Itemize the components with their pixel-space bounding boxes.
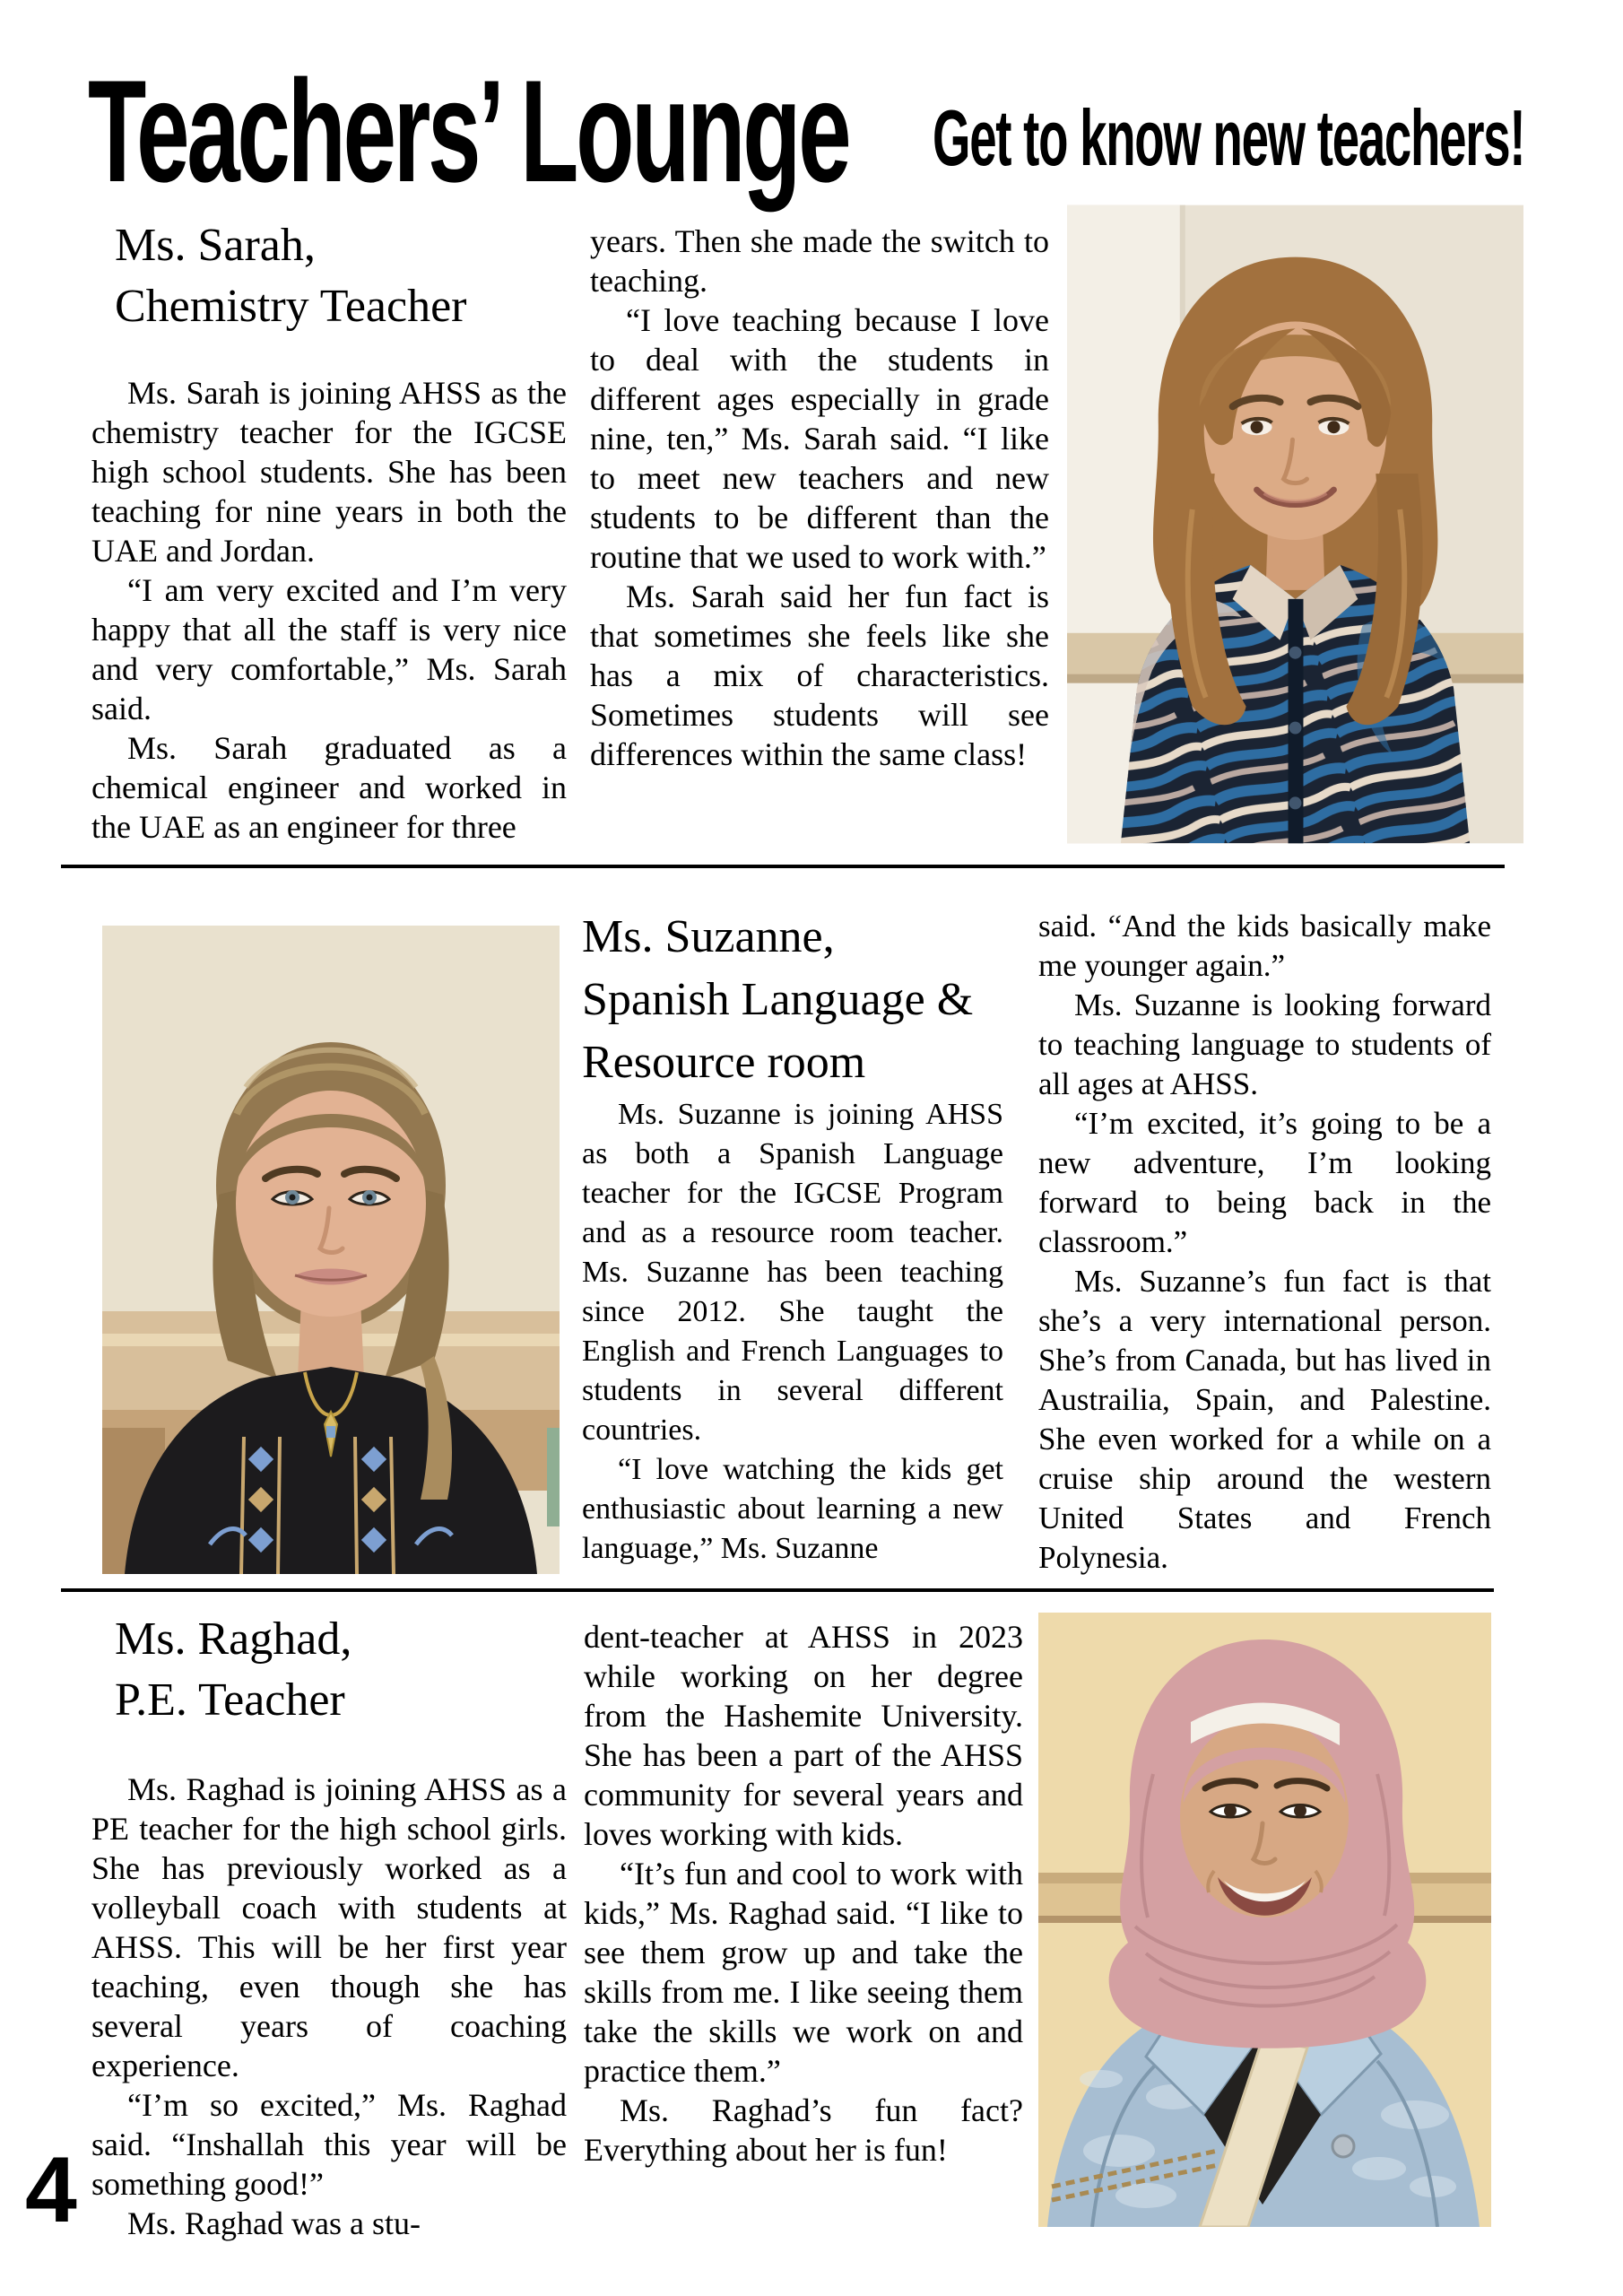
paragraph: Ms. Raghad is joining AHSS as a PE teacher for the high school girls. She has previously worked as a volleyball coach with students at AHSS. This will be her first year teaching, even though she has several years of coaching experience. (91, 1771, 567, 2083)
raghad-photo (1038, 1613, 1491, 2227)
article-sarah-heading (115, 215, 467, 337)
suzanne-photo-illustration (102, 926, 560, 1574)
paragraph: “I love teaching because I love to deal with the students in different ages especially in grade nine, ten,” Ms. Sarah said. “I like to meet new teachers and new students to be different than the routine that we used to work with.” (590, 302, 1049, 575)
section-divider (61, 1588, 1494, 1592)
paragraph: Ms. Raghad was a stu- (127, 2205, 421, 2241)
paragraph: Ms. Raghad’s fun fact? Everything about her is fun! (584, 2092, 1023, 2168)
page-number: 4 (25, 2138, 77, 2242)
article-raghad-column-1 (91, 1770, 567, 2243)
paragraph: years. Then she made the switch to teaching. (590, 223, 1049, 299)
sarah-photo-illustration (1067, 204, 1523, 844)
paragraph: “I am very excited and I’m very happy that all the staff is very nice and very comfortable,” Ms. Sarah said. (91, 572, 567, 726)
heading-line: Resource room (582, 1037, 866, 1088)
heading-line: Ms. Sarah, (115, 220, 316, 271)
heading-line: Ms. Suzanne, (582, 911, 835, 962)
paragraph: Ms. Sarah graduated as a chemical engineer and worked in the UAE as an engineer for three (91, 730, 567, 845)
article-suzanne-heading (582, 906, 973, 1094)
paragraph: “I’m so excited,” Ms. Raghad said. “Inshallah this year will be something good!” (91, 2087, 567, 2202)
article-sarah-column-1 (91, 373, 567, 847)
paragraph: Ms. Sarah is joining AHSS as the chemistry teacher for the IGCSE high school students. She has been teaching for nine years in both the UAE and Jordan. (91, 375, 567, 569)
article-suzanne-column-1 (582, 1095, 1003, 1569)
paragraph: Ms. Suzanne’s fun fact is that she’s a very international person. She’s from Canada, but has lived in Austrailia, Spain, and Palestine. She even worked for a while on a cruise ship around the western United States and French Polynesia. (1038, 1264, 1491, 1575)
paragraph: Ms. Suzanne is looking forward to teaching language to students of all ages at AHSS. (1038, 987, 1491, 1101)
heading-line: Spanish Language & (582, 974, 974, 1025)
paragraph: “It’s fun and cool to work with kids,” Ms. Raghad said. “I like to see them grow up and take the skills from me. I like seeing them take the skills we work on and practice them.” (584, 1856, 1023, 2089)
page-subtitle: Get to know new teachers! (933, 93, 1525, 182)
raghad-photo-illustration (1038, 1613, 1491, 2227)
article-raghad-heading (115, 1609, 352, 1731)
paragraph: Ms. Sarah said her fun fact is that sometimes she feels like she has a mix of characteristics. Sometimes students will see differences within the same class! (590, 578, 1049, 772)
paragraph: Ms. Suzanne is joining AHSS as both a Spanish Language teacher for the IGCSE Program and as a resource room teacher. Ms. Suzanne has been teaching since 2012. She taught the English and French Languages to students in several different countries. (582, 1098, 1003, 1447)
heading-line: P.E. Teacher (115, 1674, 345, 1726)
heading-line: Ms. Raghad, (115, 1613, 352, 1665)
paragraph: dent-teacher at AHSS in 2023 while working on her degree from the Hashemite University. She has been a part of the AHSS community for several years and loves working with kids. (584, 1619, 1023, 1852)
article-suzanne-column-2 (1038, 907, 1491, 1578)
heading-line: Chemistry Teacher (115, 281, 467, 332)
article-raghad-column-2 (584, 1617, 1023, 2170)
suzanne-photo (102, 926, 560, 1574)
paragraph: “I’m excited, it’s going to be a new adventure, I’m looking forward to being back in the classroom.” (1038, 1106, 1491, 1259)
page-title: Teachers’ Lounge (88, 50, 849, 213)
article-sarah-column-2 (590, 222, 1049, 774)
sarah-photo (1067, 204, 1523, 844)
paragraph: said. “And the kids basically make me younger again.” (1038, 909, 1491, 983)
paragraph: “I love watching the kids get enthusiastic about learning a new language,” Ms. Suzanne (582, 1453, 1003, 1565)
section-divider (61, 865, 1505, 868)
